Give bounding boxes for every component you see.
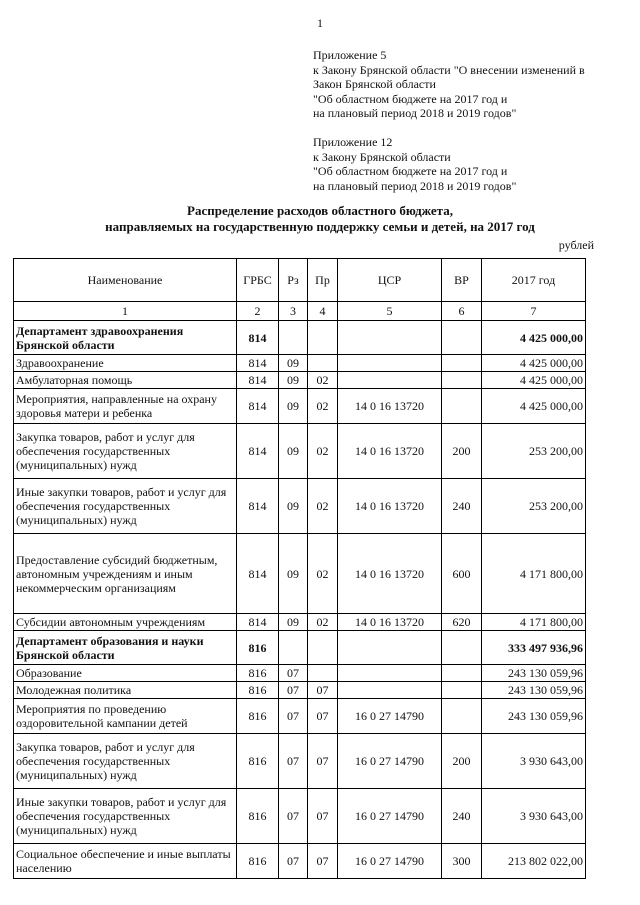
title-line-2: направляемых на государственную поддержку семьи и детей, на 2017 год	[105, 219, 535, 234]
table-row	[14, 682, 586, 699]
row-grbs-cell: 816	[237, 699, 279, 734]
row-amount-cell: 243 130 059,96	[482, 682, 586, 699]
annex-12-line: к Закону Брянской области	[313, 149, 451, 164]
annex-5-line: Закон Брянской области	[313, 77, 436, 91]
row-rz-cell: 07	[279, 734, 308, 789]
row-pr-cell: 02	[308, 424, 338, 479]
header-cell: ВР	[442, 259, 482, 302]
row-vr-cell: 620	[442, 614, 482, 631]
row-pr-cell: 02	[308, 372, 338, 389]
row-csr-cell: 16 0 27 14790	[338, 789, 442, 844]
row-name-cell: Департамент образования и науки Брянской области	[14, 631, 237, 665]
row-pr-cell: 07	[308, 789, 338, 844]
row-rz-cell: 09	[279, 372, 308, 389]
annex-5-line: Приложение 5	[313, 48, 387, 62]
table-row	[14, 614, 586, 631]
table-row	[14, 699, 586, 734]
row-grbs-cell: 814	[237, 534, 279, 614]
row-amount-cell: 253 200,00	[482, 424, 586, 479]
document-title	[0, 203, 640, 235]
row-name-cell: Департамент здравоохранения Брянской области	[14, 321, 237, 355]
row-name-cell: Мероприятия по проведению оздоровительной кампании детей	[14, 699, 237, 734]
row-csr-cell	[338, 355, 442, 372]
annex-12-line: "Об областном бюджете на 2017 год и	[313, 164, 508, 178]
table-row	[14, 844, 586, 879]
table-row	[14, 789, 586, 844]
row-vr-cell	[442, 389, 482, 424]
row-pr-cell: 07	[308, 844, 338, 879]
row-grbs-cell: 814	[237, 389, 279, 424]
row-name-cell: Социальное обеспечение и иные выплаты населению	[14, 844, 237, 879]
row-amount-cell: 243 130 059,96	[482, 699, 586, 734]
row-pr-cell: 02	[308, 534, 338, 614]
row-pr-cell	[308, 631, 338, 665]
row-rz-cell	[279, 631, 308, 665]
row-csr-cell	[338, 372, 442, 389]
header-cell: 2017 год	[482, 259, 586, 302]
row-rz-cell: 09	[279, 424, 308, 479]
column-number-row	[14, 302, 586, 321]
row-name-cell: Здравоохранение	[14, 355, 237, 372]
table-row	[14, 631, 586, 665]
row-amount-cell: 3 930 643,00	[482, 789, 586, 844]
row-vr-cell: 240	[442, 479, 482, 534]
row-vr-cell	[442, 631, 482, 665]
row-rz-cell: 09	[279, 355, 308, 372]
row-csr-cell	[338, 682, 442, 699]
row-amount-cell: 4 425 000,00	[482, 321, 586, 355]
row-name-cell: Молодежная политика	[14, 682, 237, 699]
row-grbs-cell: 816	[237, 844, 279, 879]
row-rz-cell	[279, 321, 308, 355]
row-vr-cell	[442, 372, 482, 389]
row-vr-cell	[442, 665, 482, 682]
row-rz-cell: 07	[279, 789, 308, 844]
row-name-cell: Закупка товаров, работ и услуг для обеспечения государственных (муниципальных) нужд	[14, 734, 237, 789]
page-number: 1	[317, 16, 323, 30]
row-grbs-cell: 816	[237, 665, 279, 682]
row-name-cell: Субсидии автономным учреждениям	[14, 614, 237, 631]
header-cell: ЦСР	[338, 259, 442, 302]
row-csr-cell: 14 0 16 13720	[338, 479, 442, 534]
table-row	[14, 389, 586, 424]
row-amount-cell: 3 930 643,00	[482, 734, 586, 789]
row-rz-cell: 07	[279, 665, 308, 682]
header-cell: Пр	[308, 259, 338, 302]
row-csr-cell: 14 0 16 13720	[338, 389, 442, 424]
annex-5-line: к Закону Брянской области "О внесении изменений в	[313, 62, 585, 77]
row-pr-cell: 07	[308, 734, 338, 789]
row-rz-cell: 07	[279, 682, 308, 699]
table-row	[14, 734, 586, 789]
header-cell: Рз	[279, 259, 308, 302]
row-csr-cell: 14 0 16 13720	[338, 424, 442, 479]
column-number-cell: 7	[482, 302, 586, 321]
currency-unit: рублей	[558, 238, 594, 252]
row-pr-cell: 02	[308, 389, 338, 424]
row-amount-cell: 4 171 800,00	[482, 614, 586, 631]
row-csr-cell: 16 0 27 14790	[338, 734, 442, 789]
row-pr-cell	[308, 355, 338, 372]
row-amount-cell: 4 425 000,00	[482, 389, 586, 424]
row-name-cell: Иные закупки товаров, работ и услуг для обеспечения государственных (муниципальных) нужд	[14, 789, 237, 844]
row-grbs-cell: 816	[237, 682, 279, 699]
row-vr-cell	[442, 682, 482, 699]
row-vr-cell: 300	[442, 844, 482, 879]
table-row	[14, 665, 586, 682]
annex-12-line: на плановый период 2018 и 2019 годов"	[313, 178, 517, 193]
row-grbs-cell: 814	[237, 355, 279, 372]
row-csr-cell: 16 0 27 14790	[338, 699, 442, 734]
table-header-row	[14, 259, 586, 302]
row-grbs-cell: 814	[237, 614, 279, 631]
row-amount-cell: 213 802 022,00	[482, 844, 586, 879]
table-row	[14, 424, 586, 479]
annex-5-line: "Об областном бюджете на 2017 год и	[313, 91, 508, 106]
row-csr-cell: 14 0 16 13720	[338, 534, 442, 614]
row-amount-cell: 243 130 059,96	[482, 665, 586, 682]
row-vr-cell: 200	[442, 424, 482, 479]
row-csr-cell	[338, 321, 442, 355]
row-name-cell: Амбулаторная помощь	[14, 372, 237, 389]
row-vr-cell: 200	[442, 734, 482, 789]
row-grbs-cell: 814	[237, 372, 279, 389]
row-name-cell: Предоставление субсидий бюджетным, автономным учреждениям и иным некоммерческим организациям	[14, 534, 237, 614]
row-pr-cell: 07	[308, 682, 338, 699]
row-grbs-cell: 814	[237, 424, 279, 479]
row-rz-cell: 09	[279, 479, 308, 534]
row-grbs-cell: 816	[237, 789, 279, 844]
row-vr-cell	[442, 321, 482, 355]
row-amount-cell: 253 200,00	[482, 479, 586, 534]
header-cell: ГРБС	[237, 259, 279, 302]
row-csr-cell: 16 0 27 14790	[338, 844, 442, 879]
annex-5-line: на плановый период 2018 и 2019 годов"	[313, 106, 517, 120]
row-grbs-cell: 816	[237, 734, 279, 789]
row-csr-cell	[338, 631, 442, 665]
row-pr-cell	[308, 321, 338, 355]
row-grbs-cell: 814	[237, 321, 279, 355]
column-number-cell: 4	[308, 302, 338, 321]
row-name-cell: Закупка товаров, работ и услуг для обеспечения государственных (муниципальных) нужд	[14, 424, 237, 479]
table-row	[14, 372, 586, 389]
row-pr-cell: 02	[308, 614, 338, 631]
budget-table	[13, 258, 586, 879]
row-vr-cell: 600	[442, 534, 482, 614]
column-number-cell: 2	[237, 302, 279, 321]
row-name-cell: Иные закупки товаров, работ и услуг для обеспечения государственных (муниципальных) нужд	[14, 479, 237, 534]
row-amount-cell: 4 425 000,00	[482, 355, 586, 372]
table-row	[14, 479, 586, 534]
column-number-cell: 3	[279, 302, 308, 321]
table-row	[14, 534, 586, 614]
annex-12-line: Приложение 12	[313, 135, 393, 149]
row-rz-cell: 09	[279, 614, 308, 631]
header-cell: Наименование	[14, 259, 237, 302]
annex-12-header	[313, 135, 516, 193]
row-grbs-cell: 814	[237, 479, 279, 534]
row-name-cell: Образование	[14, 665, 237, 682]
row-csr-cell	[338, 665, 442, 682]
row-rz-cell: 09	[279, 534, 308, 614]
row-amount-cell: 333 497 936,96	[482, 631, 586, 665]
row-vr-cell	[442, 355, 482, 372]
row-pr-cell: 02	[308, 479, 338, 534]
row-rz-cell: 09	[279, 389, 308, 424]
annex-5-header	[313, 48, 585, 121]
column-number-cell: 6	[442, 302, 482, 321]
row-rz-cell: 07	[279, 844, 308, 879]
row-pr-cell	[308, 665, 338, 682]
table-row	[14, 321, 586, 355]
row-amount-cell: 4 171 800,00	[482, 534, 586, 614]
column-number-cell: 5	[338, 302, 442, 321]
title-line-1: Распределение расходов областного бюджета,	[187, 203, 453, 218]
row-vr-cell: 240	[442, 789, 482, 844]
row-grbs-cell: 816	[237, 631, 279, 665]
row-rz-cell: 07	[279, 699, 308, 734]
row-vr-cell	[442, 699, 482, 734]
row-csr-cell: 14 0 16 13720	[338, 614, 442, 631]
row-name-cell: Мероприятия, направленные на охрану здоровья матери и ребенка	[14, 389, 237, 424]
row-amount-cell: 4 425 000,00	[482, 372, 586, 389]
row-pr-cell: 07	[308, 699, 338, 734]
table-row	[14, 355, 586, 372]
column-number-cell: 1	[14, 302, 237, 321]
